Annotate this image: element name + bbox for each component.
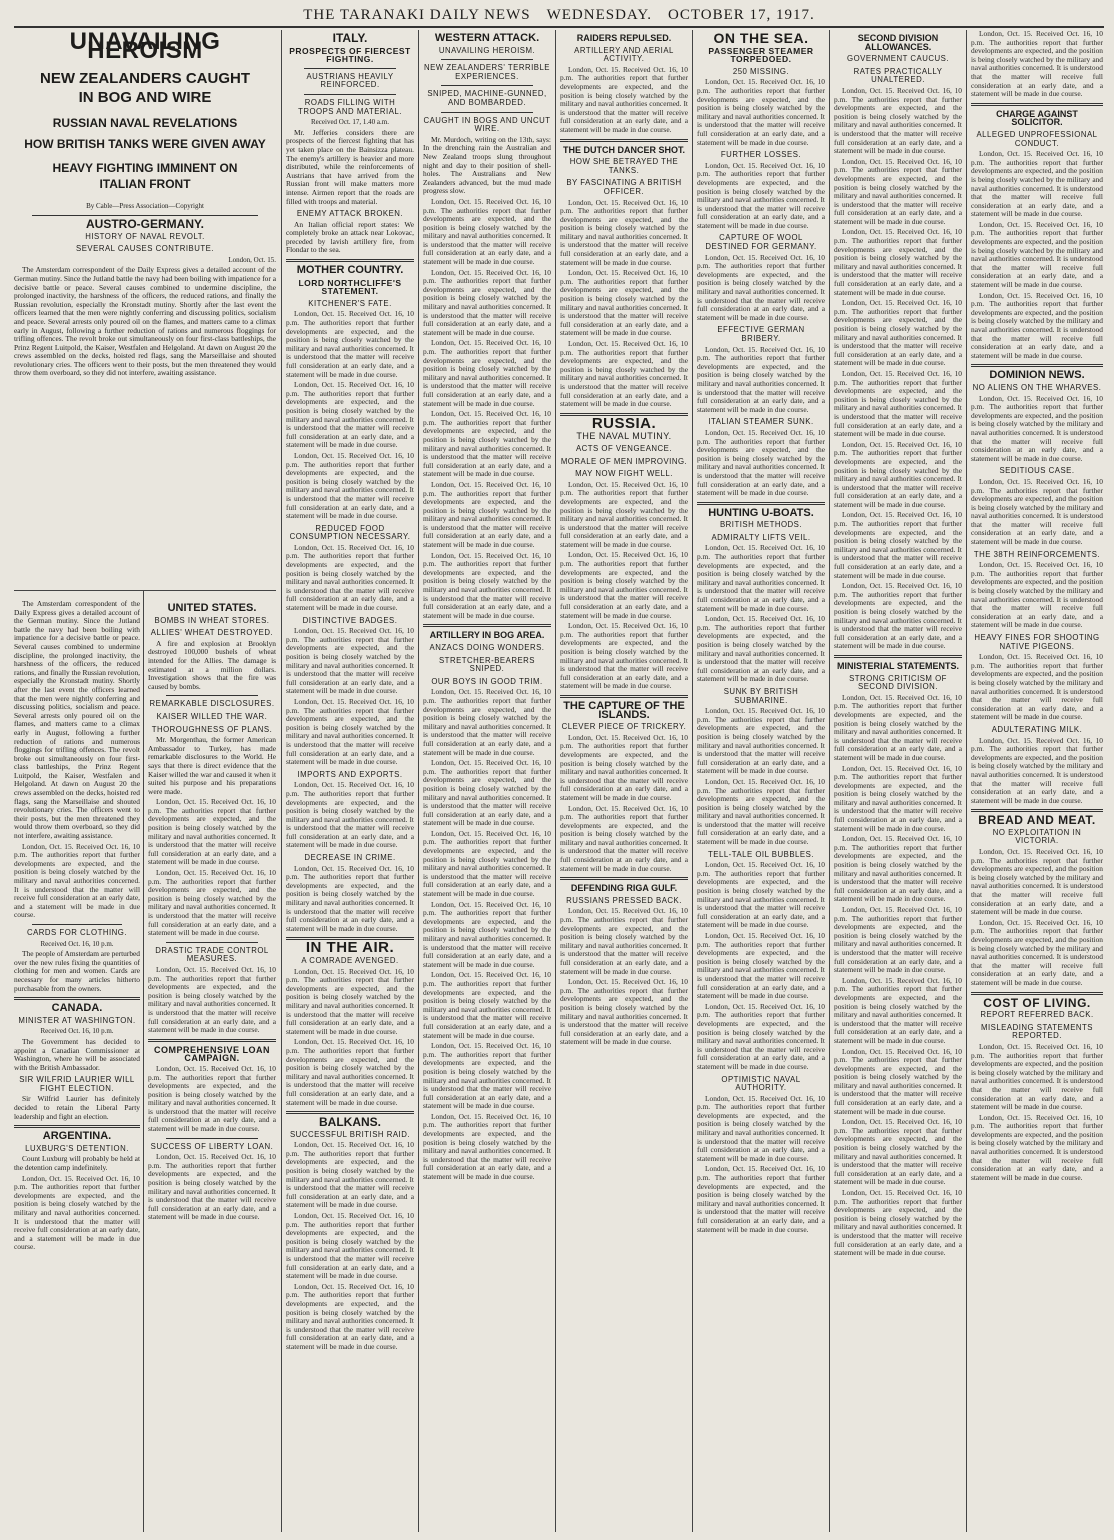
- article-body: London, Oct. 15. Received Oct. 16, 10 p.m. The authorities report that further developments are expected, and the position is being closely watched by the military and naval authorities concerned. It is understood that the matter will receive full consideration at an early date, and a statement will be made in due course.: [286, 1140, 414, 1210]
- subhead-vengeance: ACTS OF VENGEANCE.: [575, 443, 673, 453]
- article-body: London, Oct. 15. Received Oct. 16, 10 p.m. The authorities report that further developments are expected, and the position is being closely watched by the military and naval authorities concerned. It is understood that the matter will receive full consideration at an early date, and a statement will be made in due course.: [834, 975, 962, 1045]
- subhead-referred: REPORT REFERRED BACK.: [980, 1010, 1094, 1020]
- column-united-states: [148, 600, 276, 1530]
- article-body: London, Oct. 15. Received Oct. 16, 10 p.m. The authorities report that further developments are expected, and the position is being closely watched by the military and naval authorities concerned. It is understood that the matter will receive full consideration at an early date, and a statement will be made in due course.: [560, 550, 688, 620]
- subhead-aliens: NO ALIENS ON THE WHARVES.: [972, 382, 1102, 392]
- subhead-wool: CAPTURE OF WOOL DESTINED FOR GERMANY.: [705, 233, 817, 252]
- article-body: London, Oct. 15. Received Oct. 16, 10 p.m. The authorities report that further developments are expected, and the position is being closely watched by the military and naval authorities concerned. It is understood that the matter will receive full consideration at an early date, and a statement will be made in due course.: [697, 1001, 825, 1071]
- article-body: London, Oct. 15. Received Oct. 16, 10 p.m. The authorities report that further developments are expected, and the position is being closely watched by the military and naval authorities concerned. It is understood that the matter will receive full consideration at an early date, and a statement will be made in due course.: [834, 905, 962, 975]
- subhead-laurier: SIR WILFRID LAURIER WILL FIGHT ELECTION.: [19, 1075, 135, 1093]
- section-hunting: HUNTING U-BOATS.: [708, 506, 814, 519]
- article-body: London, Oct. 15. Received Oct. 16, 10 p.m. The authorities report that further developments are expected, and the position is being closely watched by the military and naval authorities concerned. It is understood that the matter will receive full consideration at an early date, and a statement will be made in due course.: [286, 542, 414, 613]
- article-body: London, Oct. 15. Received Oct. 16, 10 p.m. The authorities report that further developments are expected, and the position is being closely watched by the military and naval authorities concerned. It is understood that the matter will receive full consideration at an early date, and a statement will be made in due course.: [834, 1188, 962, 1258]
- subhead-pigeons: HEAVY FINES FOR SHOOTING NATIVE PIGEONS.: [974, 633, 1100, 651]
- article-body: London, Oct. 15. Received Oct. 16, 10 p.m. The authorities report that further developments are expected, and the position is being closely watched by the military and naval authorities concerned. It is understood that the matter will receive full consideration at an early date, and a statement will be made in due course.: [697, 706, 825, 776]
- article-body: London, Oct. 15. Received Oct. 16, 10 p.m. The authorities report that further developments are expected, and the position is being closely watched by the military and naval authorities concerned. It is understood that the matter will receive full consideration at an early date, and a statement will be made in due course.: [286, 309, 414, 379]
- subhead-cards: CARDS FOR CLOTHING.: [26, 927, 128, 937]
- subhead-trickery: CLEVER PIECE OF TRICKERY.: [561, 722, 687, 732]
- article-body: London, Oct. 15. Received Oct. 16, 10 p.m. The authorities report that further developments are expected, and the position is being closely watched by the military and naval authorities concerned. It is understood that the matter will receive full consideration at an early date, and a statement will be made in due course.: [697, 931, 825, 1001]
- article-body: London, Oct. 15. Received Oct. 16, 10 p.m. The authorities report that further developments are expected, and the position is being closely watched by the military and naval authorities concerned. It is understood that the matter will receive full consideration at an early date, and a statement will be made in due course.: [697, 1164, 825, 1234]
- dateline: Received Oct. 16, 10 p.m.: [40, 1027, 114, 1036]
- subhead-comrade: A COMRADE AVENGED.: [301, 956, 399, 965]
- article-body: London, Oct. 15. Received Oct. 16, 10 p.m. The authorities report that further developments are expected, and the position is being closely watched by the military and naval authorities concerned. It is understood that the matter will receive full consideration at an early date, and a statement will be made in due course.: [423, 1041, 551, 1111]
- column-western-attack: [423, 30, 551, 1530]
- subhead-losses: FURTHER LOSSES.: [720, 150, 802, 160]
- article-body: London, Oct. 15. Received Oct. 16, 10 p.m. The authorities report that further developments are expected, and the position is being closely watched by the military and naval authorities concerned. It is understood that the matter will receive full consideration at an early date, and a statement will be made in due course.: [286, 626, 414, 696]
- subhead-veil: ADMIRALTY LIFTS VEIL.: [711, 532, 811, 542]
- subhead-tanks: HOW SHE BETRAYED THE TANKS.: [569, 157, 679, 175]
- headline-italian: HEAVY FIGHTING IMMINENT ON ITALIAN FRONT: [52, 161, 238, 192]
- article-body: London, Oct. 15. Received Oct. 16, 10 p.m. The authorities report that further developments are expected, and the position is being closely watched by the military and naval authorities concerned. It is understood that the matter will receive full consideration at an early date, and a statement will be made in due course.: [286, 1211, 414, 1281]
- section-austro-germany: AUSTRO-GERMANY.: [85, 216, 204, 231]
- column-second-division: [834, 30, 962, 1530]
- dateline: London, Oct. 15.: [228, 255, 276, 264]
- section-second-division: SECOND DIVISION ALLOWANCES.: [857, 33, 939, 52]
- section-united-states: UNITED STATES.: [167, 602, 257, 614]
- article-body: London, Oct. 15. Received Oct. 16, 10 p.m. The authorities report that further developments are expected, and the position is being closely watched by the military and naval authorities concerned. It is understood that the matter will receive full consideration at an early date, and a statement will be made in due course.: [286, 966, 414, 1036]
- article-body: London, Oct. 15. Received Oct. 16, 10 p.m. The authorities report that further developments are expected, and the position is being closely watched by the military and naval authorities concerned. It is understood that the matter will receive full consideration at an early date, and a statement will be made in due course.: [14, 841, 140, 920]
- section-ministerial: MINISTERIAL STATEMENTS.: [836, 660, 959, 671]
- article-body: London, Oct. 15. Received Oct. 16, 10 p.m. The authorities report that further developments are expected, and the position is being closely watched by the military and naval authorities concerned. It is understood that the matter will receive full consideration at an early date, and a statement will be made in due course.: [971, 735, 1103, 805]
- article-body: London, Oct. 15. Received Oct. 16, 10 p.m. The authorities report that further developments are expected, and the position is being closely watched by the military and naval authorities concerned. It is understood that the matter will receive full consideration at an early date, and a statement will be made in due course.: [834, 85, 962, 156]
- subhead-misleading: MISLEADING STATEMENTS REPORTED.: [980, 1022, 1093, 1041]
- article-body: London, Oct. 15. Received Oct. 16, 10 p.m. The authorities report that further developments are expected, and the position is being closely watched by the military and naval authorities concerned. It is understood that the matter will receive full consideration at an early date, and a statement will be made in due course.: [286, 380, 414, 450]
- subhead-trim: OUR BOYS IN GOOD TRIM.: [431, 676, 543, 686]
- article-body: London, Oct. 15. Received Oct. 16, 10 p.m. The authorities report that further developments are expected, and the position is being closely watched by the military and naval authorities concerned. It is understood that the matter will receive full consideration at an early date, and a statement will be made in due course.: [560, 977, 688, 1047]
- article-body: Mr. Jefferies considers there are prospects of the fiercest fighting that has yet taken place on the Bainsizza plateau. The enemy's artillery is heavier and more distributed, while the reinforcements of Austrians that have arrived from the Russian front will make matters more intense. Airmen report that the roads are filled with troops and material.: [286, 127, 414, 206]
- subhead-imports: IMPORTS AND EXPORTS.: [297, 769, 403, 779]
- masthead: [14, 4, 1104, 28]
- article-body: London, Oct. 15. Received Oct. 16, 10 p.m. The authorities report that further developments are expected, and the position is being closely watched by the military and naval authorities concerned. It is understood that the matter will receive full consideration at an early date, and a statement will be made in due course.: [286, 1037, 414, 1107]
- subhead-methods: BRITISH METHODS.: [719, 520, 803, 530]
- section-islands: THE CAPTURE OF THE ISLANDS.: [563, 699, 685, 721]
- section-cost-of-living: COST OF LIVING.: [983, 995, 1091, 1010]
- subhead-italian-steamer: ITALIAN STEAMER SUNK.: [708, 417, 814, 427]
- article-body: London, Oct. 15. Received Oct. 16, 10 p.m. The authorities report that further developments are expected, and the position is being closely watched by the military and naval authorities concerned. It is understood that the matter will receive full consideration at an early date, and a statement will be made in due course.: [560, 339, 688, 409]
- dateline: Received Oct. 16, 10 p.m.: [40, 939, 114, 948]
- article-body: London, Oct. 15. Received Oct. 16, 10 p.m. The authorities report that further developments are expected, and the position is being closely watched by the military and naval authorities concerned. It is understood that the matter will receive full consideration at an early date, and a statement will be made in due course.: [971, 560, 1103, 630]
- article-body: London, Oct. 15. Received Oct. 16, 10 p.m. The authorities report that further developments are expected, and the position is being closely watched by the military and naval authorities concerned. It is understood that the matter will receive full consideration at an early date, and a statement will be made in due course.: [286, 696, 414, 767]
- article-body: London, Oct. 15. Received Oct. 16, 10 p.m. The authorities report that further developments are expected, and the position is being closely watched by the military and naval authorities concerned. It is understood that the matter will receive full consideration at an early date, and a statement will be made in due course.: [560, 732, 688, 802]
- article-body: London, Oct. 15. Received Oct. 16, 10 p.m. The authorities report that further developments are expected, and the position is being closely watched by the military and naval authorities concerned. It is understood that the matter will receive full consideration at an early date, and a statement will be made in due course.: [560, 64, 688, 134]
- subhead-reinforcements: THE 38TH REINFORCEMENTS.: [973, 549, 1101, 559]
- article-body: London, Oct. 15. Received Oct. 16, 10 p.m. The authorities report that further developments are expected, and the position is being closely watched by the military and naval authorities concerned. It is understood that the matter will receive full consideration at an early date, and a statement will be made in due course.: [148, 797, 276, 867]
- column-1: [14, 30, 276, 600]
- article-body: London, Oct. 15. Received Oct. 16, 10 p.m. The authorities report that further developments are expected, and the position is being closely watched by the military and naval authorities concerned. It is understood that the matter will receive full consideration at an early date, and a statement will be made in due course.: [834, 227, 962, 297]
- subhead-optimistic: OPTIMISTIC NAVAL AUTHORITY.: [721, 1074, 801, 1093]
- article-body: London, Oct. 15. Received Oct. 16, 10 p.m. The authorities report that further developments are expected, and the position is being closely watched by the military and naval authorities concerned. It is understood that the matter will receive full consideration at an early date, and a statement will be made in due course.: [697, 77, 825, 147]
- article-body: The Amsterdam correspondent of the Daily Express gives a detailed account of the German mutiny. Since the Jutland battle the navy had been boiling with impatience for a decisive battle or peace. Several causes combined to undermine discipline, the prolonged inactivity, the harshness of the officers, the reduced rations, and finally the Russian revolution, especially the Kronstadt mutiny. Shortly after the last event the officers learned that the men were nightly conferring and discussing politics, socialism and peace. Several arrests only poured oil on the flames, and matters came to a climax early in August, following a further reduction of rations and numerous floggings for trifling offences. The revolt broke out simultaneously on four first-class battleships, the Prinz Regent Luitpold, the Kaiser, Westfalen and Helgoland. At dawn on August 20 the crews assembled on the decks, hoisted red flags, sang the Marseillaise and shouted revolutionary cries. The officers went to their posts, but the men threatened they would throw them overboard, so they did not interfere, awaiting assistance.: [14, 265, 276, 378]
- subhead-experiences: NEW ZEALANDERS' TERRIBLE EXPERIENCES.: [424, 63, 550, 81]
- subhead-caucus: GOVERNMENT CAUCUS.: [847, 54, 949, 64]
- section-bread-meat: BREAD AND MEAT.: [978, 813, 1096, 828]
- article-body: London, Oct. 15. Received Oct. 16, 10 p.m. The authorities report that further developments are expected, and the position is being closely watched by the military and naval authorities concerned. It is understood that the matter will receive full consideration at an early date, and a statement will be made in due course.: [834, 439, 962, 509]
- article-body: London, Oct. 15. Received Oct. 16, 10 p.m. The authorities report that further developments are expected, and the position is being closely watched by the military and naval authorities concerned. It is understood that the matter will receive full consideration at an early date, and a statement will be made in due course.: [560, 197, 688, 267]
- article-body: London, Oct. 15. Received Oct. 16, 10 p.m. The authorities report that further developments are expected, and the position is being closely watched by the military and naval authorities concerned. It is understood that the matter will receive full consideration at an early date, and a statement will be made in due course.: [423, 970, 551, 1040]
- subhead-victoria: NO EXPLOITATION IN VICTORIA.: [992, 827, 1082, 846]
- article-body: London, Oct. 15. Received Oct. 16, 10 p.m. The authorities report that further developments are expected, and the position is being closely watched by the military and naval authorities concerned. It is understood that the matter will receive full consideration at an early date, and a statement will be made in due course.: [148, 868, 276, 938]
- article-body: London, Oct. 15. Received Oct. 16, 10 p.m. The authorities report that further developments are expected, and the position is being closely watched by the military and naval authorities concerned. It is understood that the matter will receive full consideration at an early date, and a statement will be made in due course.: [423, 338, 551, 408]
- article-body: London, Oct. 15. Received Oct. 16, 10 p.m. The authorities report that further developments are expected, and the position is being closely watched by the military and naval authorities concerned. It is understood that the matter will receive full consideration at an early date, and a statement will be made in due course.: [834, 763, 962, 833]
- section-balkans: BALKANS.: [319, 1115, 381, 1130]
- article-body: London, Oct. 15. Received Oct. 16, 10 p.m. The authorities report that further developments are expected, and the position is being closely watched by the military and naval authorities concerned. It is understood that the matter will receive full consideration at an early date, and a statement will be made in due course.: [971, 1112, 1103, 1182]
- column-1-lower: [14, 600, 140, 1530]
- article-body: London, Oct. 15. Received Oct. 16, 10 p.m. The authorities report that further developments are expected, and the position is being closely watched by the military and naval authorities concerned. It is understood that the matter will receive full consideration at an early date, and a statement will be made in due course.: [560, 803, 688, 873]
- subhead-seditious: SEDITIOUS CASE.: [999, 466, 1075, 476]
- paper-name: THE TARANAKI DAILY NEWS: [303, 6, 531, 23]
- subhead-disclosures: REMARKABLE DISCLOSURES.: [149, 699, 275, 709]
- article-body: London, Oct. 15. Received Oct. 16, 10 p.m. The authorities report that further developments are expected, and the position is being closely watched by the military and naval authorities concerned. It is understood that the matter will receive full consideration at an early date, and a statement will be made in due course.: [834, 1046, 962, 1116]
- article-body: Sir Wilfrid Laurier has definitely decided to retain the Liberal Party leadership and fight an election.: [14, 1094, 140, 1121]
- subhead-mutiny: THE NAVAL MUTINY.: [576, 431, 672, 442]
- article-body: London, Oct. 15. Received Oct. 16, 10 p.m. The authorities report that further developments are expected, and the position is being closely watched by the military and naval authorities concerned. It is understood that the matter will receive full consideration at an early date, and a statement will be made in due course.: [423, 1111, 551, 1182]
- subhead-unavailing: UNAVAILING HEROISM.: [438, 45, 536, 55]
- headline-tanks: HOW BRITISH TANKS WERE GIVEN AWAY: [24, 136, 266, 151]
- subhead-fight: MAY NOW FIGHT WELL.: [575, 469, 673, 479]
- subhead-stretcher: STRETCHER-BEARERS SNIPED.: [438, 655, 535, 674]
- article-body: London, Oct. 15. Received Oct. 16, 10 p.m. The authorities report that further developments are expected, and the position is being closely watched by the military and naval authorities concerned. It is understood that the matter will receive full consideration at an early date, and a statement will be made in due course.: [697, 427, 825, 498]
- subhead-roads: ROADS FILLING WITH TROOPS AND MATERIAL.: [298, 97, 402, 116]
- section-mother-country: MOTHER COUNTRY.: [296, 264, 404, 277]
- subhead-bubbles: TELL-TALE OIL BUBBLES.: [708, 849, 814, 859]
- article-body: London, Oct. 15. Received Oct. 16, 10 p.m. The authorities report that further developments are expected, and the position is being closely watched by the military and naval authorities concerned. It is understood that the matter will receive full consideration at an early date, and a statement will be made in due course.: [286, 780, 414, 850]
- section-western-attack: WESTERN ATTACK.: [434, 32, 540, 44]
- article-body: London, Oct. 15. Received Oct. 16, 10 p.m. The authorities report that further developments are expected, and the position is being closely watched by the military and naval authorities concerned. It is understood that the matter will receive full consideration at an early date, and a statement will be made in due course.: [560, 906, 688, 976]
- subhead-milk: ADULTERATING MILK.: [991, 724, 1083, 734]
- subhead-austrians: AUSTRIANS HEAVILY REINFORCED.: [306, 71, 394, 90]
- article-body: London, Oct. 15. Received Oct. 16, 10 p.m. The authorities report that further developments are expected, and the position is being closely watched by the military and naval authorities concerned. It is understood that the matter will receive full consideration at an early date, and a statement will be made in due course.: [423, 550, 551, 620]
- subhead-trade-control: DRASTIC TRADE CONTROL MEASURES.: [155, 945, 269, 964]
- article-body: London, Oct. 15. Received Oct. 16, 10 p.m. The authorities report that further developments are expected, and the position is being closely watched by the military and naval authorities concerned. It is understood that the matter will receive full consideration at an early date, and a statement will be made in due course.: [560, 621, 688, 691]
- section-canada: CANADA.: [51, 1002, 103, 1015]
- issue-date: OCTOBER 17, 1917.: [668, 6, 815, 23]
- article-body: London, Oct. 15. Received Oct. 16, 10 p.m. The authorities report that further developments are expected, and the position is being closely watched by the military and naval authorities concerned. It is understood that the matter will receive full consideration at an early date, and a statement will be made in due course.: [971, 149, 1103, 219]
- subhead-steamer: PASSENGER STEAMER TORPEDOED.: [708, 45, 814, 65]
- subhead-loan: COMPREHENSIVE LOAN CAMPAIGN.: [153, 1044, 270, 1064]
- subhead-pressed: RUSSIANS PRESSED BACK.: [566, 895, 682, 905]
- article-body: London, Oct. 15. Received Oct. 16, 10 p.m. The authorities report that further developments are expected, and the position is being closely watched by the military and naval authorities concerned. It is understood that the matter will receive full consideration at an early date, and a statement will be made in due course.: [423, 687, 551, 757]
- section-russia: RUSSIA.: [591, 414, 657, 432]
- article-body: London, Oct. 15. Received Oct. 16, 10 p.m. The authorities report that further developments are expected, and the position is being closely watched by the military and naval authorities concerned. It is understood that the matter will receive full consideration at an early date, and a statement will be made in due course.: [423, 409, 551, 479]
- headline-main: UNAVAILING HEROISM: [69, 30, 221, 64]
- subhead-sniped: SNIPED, MACHINE-GUNNED, AND BOMBARDED.: [427, 89, 547, 107]
- article-body: London, Oct. 15. Received Oct. 16, 10 p.m. The authorities report that further developments are expected, and the position is being closely watched by the military and naval authorities concerned. It is understood that the matter will receive full consideration at an early date, and a statement will be made in due course.: [971, 219, 1103, 290]
- cable-credit: By Cable—Press Association—Copyright: [86, 202, 204, 211]
- column-dominion: [971, 30, 1103, 1530]
- article-body: A fire and explosion at Brooklyn destroyed 100,000 bushels of wheat intended for the Allies. The damage is estimated at a million dollars. Investigation shows that the fire was caused by bombs.: [148, 638, 276, 691]
- subhead-northcliffe: LORD NORTHCLIFFE'S STATEMENT.: [298, 277, 402, 297]
- subhead-bogs: CAUGHT IN BOGS AND UNCUT WIRE.: [423, 115, 551, 134]
- subhead-washington: MINISTER AT WASHINGTON.: [18, 1015, 136, 1025]
- article-body: London, Oct. 15. Received Oct. 16, 10 p.m. The authorities report that further developments are expected, and the position is being closely watched by the military and naval authorities concerned. It is understood that the matter will receive full consideration at an early date, and a statement will be made in due course.: [697, 252, 825, 322]
- article-body: London, Oct. 15. Received Oct. 16, 10 p.m. The authorities report that further developments are expected, and the position is being closely watched by the military and naval authorities concerned. It is understood that the matter will receive full consideration at an early date, and a statement will be made in due course.: [423, 899, 551, 969]
- article-body: London, Oct. 15. Received Oct. 16, 10 p.m. The authorities report that further developments are expected, and the position is being closely watched by the military and naval authorities concerned. It is understood that the matter will receive full consideration at an early date, and a statement will be made in due course.: [971, 652, 1103, 722]
- article-body: London, Oct. 15. Received Oct. 16, 10 p.m. The authorities report that further developments are expected, and the position is being closely watched by the military and naval authorities concerned. It is understood that the matter will receive full consideration at an early date, and a statement will be made in due course.: [834, 692, 962, 762]
- subhead-artillery: ARTILLERY AND AERIAL ACTIVITY.: [574, 45, 674, 64]
- column-on-the-sea: [697, 30, 825, 1530]
- article-body: London, Oct. 15. Received Oct. 16, 10 p.m. The authorities report that further developments are expected, and the position is being closely watched by the military and naval authorities concerned. It is understood that the matter will receive full consideration at an early date, and a statement will be made in due course.: [423, 196, 551, 267]
- article-body: London, Oct. 15. Received Oct. 16, 10 p.m. The authorities report that further developments are expected, and the position is being closely watched by the military and naval authorities concerned. It is understood that the matter will receive full consideration at an early date, and a statement will be made in due course.: [148, 964, 276, 1035]
- headline-russian: RUSSIAN NAVAL REVELATIONS: [52, 116, 238, 131]
- subhead-causes: SEVERAL CAUSES CONTRIBUTE.: [76, 244, 214, 254]
- subhead-bribery: EFFECTIVE GERMAN BRIBERY.: [717, 325, 805, 343]
- article-body: London, Oct. 15. Received Oct. 16, 10 p.m. The authorities report that further developments are expected, and the position is being closely watched by the military and naval authorities concerned. It is understood that the matter will receive full consideration at an early date, and a statement will be made in due course.: [148, 1152, 276, 1222]
- headline-nz: NEW ZEALANDERS CAUGHT IN BOG AND WIRE: [40, 70, 250, 107]
- subhead-missing: 250 MISSING.: [732, 66, 790, 76]
- article-body: London, Oct. 15. Received Oct. 16, 10 p.m. The authorities report that further developments are expected, and the position is being closely watched by the military and naval authorities concerned. It is understood that the matter will receive full consideration at an early date, and a statement will be made in due course.: [834, 156, 962, 226]
- column-raiders: [560, 30, 688, 1530]
- subhead-anzacs: ANZACS DOING WONDERS.: [429, 643, 545, 652]
- article-body: London, Oct. 15. Received Oct. 16, 10 p.m. The authorities report that further developments are expected, and the position is being closely watched by the military and naval authorities concerned. It is understood that the matter will receive full consideration at an early date, and a statement will be made in due course.: [834, 368, 962, 439]
- subhead-food: REDUCED FOOD CONSUMPTION NECESSARY.: [289, 523, 411, 542]
- article-body: London, Oct. 15. Received Oct. 16, 10 p.m. The authorities report that further developments are expected, and the position is being closely watched by the military and naval authorities concerned. It is understood that the matter will receive full consideration at an early date, and a statement will be made in due course.: [148, 1063, 276, 1134]
- article-body: London, Oct. 15. Received Oct. 16, 10 p.m. The authorities report that further developments are expected, and the position is being closely watched by the military and naval authorities concerned. It is understood that the matter will receive full consideration at an early date, and a statement will be made in due course.: [423, 828, 551, 899]
- section-dutch-dancer: THE DUTCH DANCER SHOT.: [562, 144, 685, 155]
- subhead-submarine: SUNK BY BRITISH SUBMARINE.: [723, 686, 799, 705]
- article-body: London, Oct. 15. Received Oct. 16, 10 p.m. The authorities report that further developments are expected, and the position is being closely watched by the military and naval authorities concerned. It is understood that the matter will receive full consideration at an early date, and a statement will be made in due course.: [560, 479, 688, 549]
- section-riga: DEFENDING RIGA GULF.: [570, 883, 678, 894]
- article-body: London, Oct. 15. Received Oct. 16, 10 p.m. The authorities report that further developments are expected, and the position is being closely watched by the military and naval authorities concerned. It is understood that the matter will receive full consideration at an early date, and a statement will be made in due course.: [697, 614, 825, 684]
- article-body: London, Oct. 15. Received Oct. 16, 10 p.m. The authorities report that further developments are expected, and the position is being closely watched by the military and naval authorities concerned. It is understood that the matter will receive full consideration at an early date, and a statement will be made in due course.: [423, 479, 551, 550]
- article-body: London, Oct. 15. Received Oct. 16, 10 p.m. The authorities report that further developments are expected, and the position is being closely watched by the military and naval authorities concerned. It is understood that the matter will receive full consideration at an early date, and a statement will be made in due course.: [971, 393, 1103, 463]
- article-body: London, Oct. 15. Received Oct. 16, 10 p.m. The authorities report that further developments are expected, and the position is being closely watched by the military and naval authorities concerned. It is understood that the matter will receive full consideration at an early date, and a statement will be made in due course.: [834, 581, 962, 651]
- subhead-morale: MORALE OF MEN IMPROVING.: [560, 456, 688, 466]
- article-body: Mr. Morgenthau, the former American Ambassador to Turkey, has made remarkable disclosures to the World. He says that there is direct evidence that the Kaiser willed the war and caused it when it suited his purpose and his preparations were made.: [148, 735, 276, 796]
- article-body: London, Oct. 15. Received Oct. 16, 10 p.m. The authorities report that further developments are expected, and the position is being closely watched by the military and naval authorities concerned. It is understood that the matter will receive full consideration at an early date, and a statement will be made in due course.: [286, 863, 414, 933]
- article-body: London, Oct. 15. Received Oct. 16, 10 p.m. The authorities report that further developments are expected, and the position is being closely watched by the military and naval authorities concerned. It is understood that the matter will receive full consideration at an early date, and a statement will be made in due course.: [560, 268, 688, 338]
- subhead-unprofessional: ALLEGED UNPROFESSIONAL CONDUCT.: [976, 129, 1098, 148]
- article-body: Mr. Murdoch, writing on the 13th, says: In the drenching rain the Australian and New Zealand troops slung throughout night and day to their position of shell-holes. The Australians and New Zealanders advanced, but the mud made progress slow.: [423, 134, 551, 196]
- section-raiders: RAIDERS REPULSED.: [576, 33, 672, 43]
- subhead-crime: DECREASE IN CRIME.: [304, 853, 396, 863]
- section-dominion-news: DOMINION NEWS.: [989, 369, 1085, 382]
- article-body: London, Oct. 15. Received Oct. 16, 10 p.m. The authorities report that further developments are expected, and the position is being closely watched by the military and naval authorities concerned. It is understood that the matter will receive full consideration at an early date, and a statement will be made in due course.: [423, 267, 551, 337]
- subhead-attack-broken: ENEMY ATTACK BROKEN.: [296, 209, 404, 219]
- article-body: London, Oct. 15. Received Oct. 16, 10 p.m. The authorities report that further developments are expected, and the position is being closely watched by the military and naval authorities concerned. It is understood that the matter will receive full consideration at an early date, and a statement will be made in due course.: [697, 344, 825, 414]
- section-argentina: ARGENTINA.: [42, 1130, 112, 1143]
- article-body: London, Oct. 15. Received Oct. 16, 10 p.m. The authorities report that further developments are expected, and the position is being closely watched by the military and naval authorities concerned. It is understood that the matter will receive full consideration at an early date, and a statement will be made in due course.: [423, 758, 551, 828]
- section-italy: ITALY.: [332, 31, 368, 45]
- section-bog-area: ARTILLERY IN BOG AREA.: [429, 630, 545, 641]
- article-body: London, Oct. 15. Received Oct. 16, 10 p.m. The authorities report that further developments are expected, and the position is being closely watched by the military and naval authorities concerned. It is understood that the matter will receive full consideration at an early date, and a statement will be made in due course.: [971, 476, 1103, 547]
- subhead-rates: RATES PRACTICALLY UNALTERED.: [853, 66, 943, 85]
- article-body: London, Oct. 15. Received Oct. 16, 10 p.m. The authorities report that further developments are expected, and the position is being closely watched by the military and naval authorities concerned. It is understood that the matter will receive full consideration at an early date, and a statement will be made in due course.: [697, 1093, 825, 1163]
- subhead-liberty: SUCCESS OF LIBERTY LOAN.: [150, 1141, 274, 1151]
- article-body: London, Oct. 15. Received Oct. 16, 10 p.m. The authorities report that further developments are expected, and the position is being closely watched by the military and naval authorities concerned. It is understood that the matter will receive full consideration at an early date, and a statement will be made in due course.: [834, 510, 962, 580]
- subhead-plans: THOROUGHNESS OF PLANS.: [151, 724, 273, 734]
- subhead-wheat: ALLIES' WHEAT DESTROYED.: [150, 628, 274, 638]
- article-body: London, Oct. 15. Received Oct. 16, 10 p.m. The authorities report that further developments are expected, and the position is being closely watched by the military and naval authorities concerned. It is understood that the matter will receive full consideration at an early date, and a statement will be made in due course.: [14, 1173, 140, 1252]
- subhead-prospects: PROSPECTS OF FIERCEST FIGHTING.: [289, 45, 411, 65]
- article-body: London, Oct. 15. Received Oct. 16, 10 p.m. The authorities report that further developments are expected, and the position is being closely watched by the military and naval authorities concerned. It is understood that the matter will receive full consideration at an early date, and a statement will be made in due course.: [971, 917, 1103, 987]
- article-body: London, Oct. 15. Received Oct. 16, 10 p.m. The authorities report that further developments are expected, and the position is being closely watched by the military and naval authorities concerned. It is understood that the matter will receive full consideration at an early date, and a statement will be made in due course.: [971, 847, 1103, 917]
- article-body: London, Oct. 15. Received Oct. 16, 10 p.m. The authorities report that further developments are expected, and the position is being closely watched by the military and naval authorities concerned. It is understood that the matter will receive full consideration at an early date, and a statement will be made in due course.: [286, 1281, 414, 1351]
- subhead-kaiser: KAISER WILLED THE WAR.: [156, 711, 268, 721]
- subhead-raid: SUCCESSFUL BRITISH RAID.: [289, 1129, 411, 1139]
- issue-day: WEDNESDAY.: [546, 6, 653, 23]
- subhead-luxburg: LUXBURG'S DETENTION.: [25, 1143, 129, 1153]
- article-body: The people of Amsterdam are perturbed over the new rules fixing the quantities of clothing for men and women. Cards are necessary for many articles hitherto purchasable from the owners.: [14, 949, 140, 993]
- article-body: London, Oct. 15. Received Oct. 16, 10 p.m. The authorities report that further developments are expected, and the position is being closely watched by the military and naval authorities concerned. It is understood that the matter will receive full consideration at an early date, and a statement will be made in due course.: [697, 160, 825, 230]
- article-body: An Italian official report states: We completely broke an attack near Lokovac, preceded by lavish artillery fire, from Flondar to the sea.: [286, 219, 414, 255]
- section-in-the-air: IN THE AIR.: [305, 939, 395, 957]
- subhead-bombs: BOMBS IN WHEAT STORES.: [154, 615, 270, 625]
- article-body: London, Oct. 15. Received Oct. 16, 10 p.m. The authorities report that further developments are expected, and the position is being closely watched by the military and naval authorities concerned. It is understood that the matter will receive full consideration at an early date, and a statement will be made in due course.: [697, 776, 825, 847]
- article-body: London, Oct. 15. Received Oct. 16, 10 p.m. The authorities report that further developments are expected, and the position is being closely watched by the military and naval authorities concerned. It is understood that the matter will receive full consideration at an early date, and a statement will be made in due course.: [286, 450, 414, 521]
- subhead-naval-revolt: HISTORY OF NAVAL REVOLT.: [85, 231, 205, 241]
- article-body: London, Oct. 15. Received Oct. 16, 10 p.m. The authorities report that further developments are expected, and the position is being closely watched by the military and naval authorities concerned. It is understood that the matter will receive full consideration at an early date, and a statement will be made in due course.: [971, 30, 1103, 99]
- article-body: London, Oct. 15. Received Oct. 16, 10 p.m. The authorities report that further developments are expected, and the position is being closely watched by the military and naval authorities concerned. It is understood that the matter will receive full consideration at an early date, and a statement will be made in due course.: [834, 298, 962, 368]
- subhead-criticism: STRONG CRITICISM OF SECOND DIVISION.: [849, 673, 947, 692]
- article-body: Count Luxburg will probably be held at the detention camp indefinitely.: [14, 1154, 140, 1173]
- article-body: London, Oct. 15. Received Oct. 16, 10 p.m. The authorities report that further developments are expected, and the position is being closely watched by the military and naval authorities concerned. It is understood that the matter will receive full consideration at an early date, and a statement will be made in due course.: [834, 1117, 962, 1187]
- section-on-the-sea: ON THE SEA.: [713, 30, 809, 46]
- article-body: London, Oct. 15. Received Oct. 16, 10 p.m. The authorities report that further developments are expected, and the position is being closely watched by the military and naval authorities concerned. It is understood that the matter will receive full consideration at an early date, and a statement will be made in due course.: [697, 543, 825, 613]
- subhead-officer: BY FASCINATING A BRITISH OFFICER.: [566, 178, 682, 196]
- article-body: London, Oct. 15. Received Oct. 16, 10 p.m. The authorities report that further developments are expected, and the position is being closely watched by the military and naval authorities concerned. It is understood that the matter will receive full consideration at an early date, and a statement will be made in due course.: [834, 834, 962, 904]
- subhead-kitchener: KITCHENER'S FATE.: [308, 298, 392, 308]
- subhead-badges: DISTINCTIVE BADGES.: [302, 615, 398, 625]
- section-charge-solicitor: CHARGE AGAINST SOLICITOR.: [996, 108, 1078, 128]
- article-body: The Government has decided to appoint a Canadian Commissioner at Washington, where he will be associated with the British Ambassador.: [14, 1036, 140, 1072]
- dateline: Received Oct. 17, 1.40 a.m.: [311, 118, 389, 127]
- article-body: London, Oct. 15. Received Oct. 16, 10 p.m. The authorities report that further developments are expected, and the position is being closely watched by the military and naval authorities concerned. It is understood that the matter will receive full consideration at an early date, and a statement will be made in due course.: [971, 290, 1103, 360]
- article-body: The Amsterdam correspondent of the Daily Express gives a detailed account of the German mutiny. Since the Jutland battle the navy had been boiling with impatience for a decisive battle or peace. Several causes combined to undermine discipline, the prolonged inactivity, the harshness of the officers, the reduced rations, and finally the Russian revolution, especially the Kronstadt mutiny. Shortly after the last event the officers learned that the men were nightly conferring and discussing politics, socialism and peace. Several arrests only poured oil on the flames, and matters came to a climax early in August, following a further reduction of rations and numerous floggings for trifling offences. The revolt broke out simultaneously on four first-class battleships, the Prinz Regent Luitpold, the Kaiser, Westfalen and Helgoland. At dawn on August 20 the crews assembled on the decks, hoisted red flags, sang the Marseillaise and shouted revolutionary cries. The officers went to their posts, but the men threatened they would throw them overboard, so they did not interfere, awaiting assistance.: [14, 600, 140, 841]
- article-body: London, Oct. 15. Received Oct. 16, 10 p.m. The authorities report that further developments are expected, and the position is being closely watched by the military and naval authorities concerned. It is understood that the matter will receive full consideration at an early date, and a statement will be made in due course.: [971, 1041, 1103, 1112]
- article-body: London, Oct. 15. Received Oct. 16, 10 p.m. The authorities report that further developments are expected, and the position is being closely watched by the military and naval authorities concerned. It is understood that the matter will receive full consideration at an early date, and a statement will be made in due course.: [697, 860, 825, 930]
- column-italy: [286, 30, 414, 1530]
